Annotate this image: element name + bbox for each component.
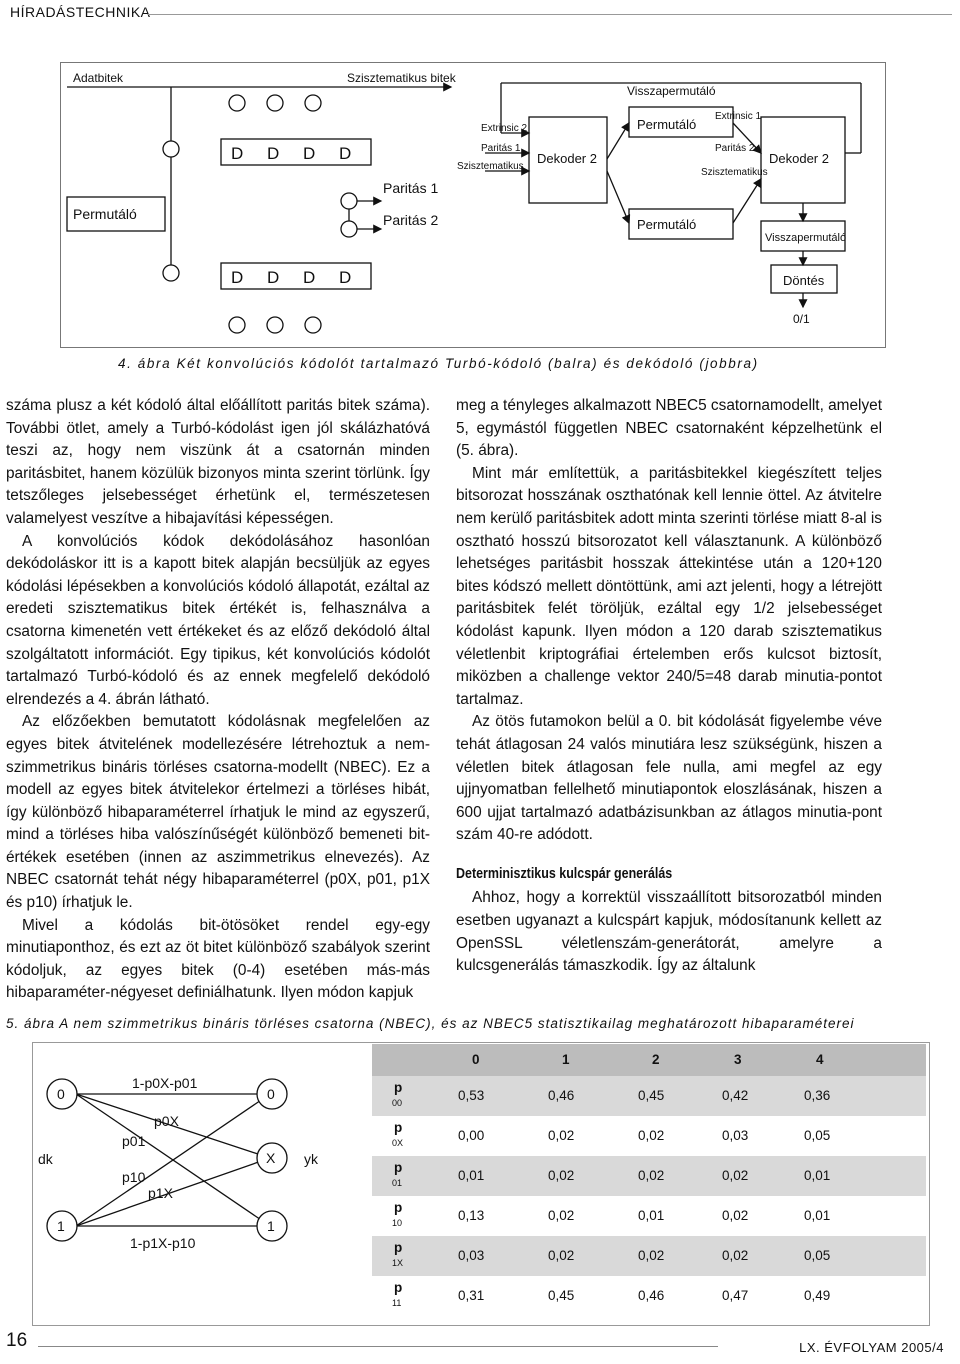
table-row — [372, 1076, 926, 1116]
d-cell: D — [339, 268, 352, 287]
row-label-sub: 1X — [392, 1258, 404, 1268]
row-label: p — [394, 1080, 403, 1095]
row-label: p — [394, 1120, 403, 1135]
table-header — [372, 1044, 926, 1076]
page-number: 16 — [6, 1330, 28, 1351]
table-cell: 0,00 — [458, 1128, 485, 1143]
table-cell: 0,02 — [548, 1168, 575, 1183]
visszapermutalo-top-label: Visszapermutáló — [627, 84, 716, 98]
table-cell: 0,02 — [548, 1248, 575, 1263]
table-cell: 0,47 — [722, 1288, 749, 1303]
table-cell: 0,46 — [638, 1288, 665, 1303]
journal-title: HÍRADÁSTECHNIKA — [10, 4, 151, 20]
d-cell: D — [267, 144, 280, 163]
paritas2-dec-label: Paritás 2 — [715, 143, 755, 154]
d-cell: D — [339, 144, 352, 163]
node-0-right: 0 — [267, 1086, 275, 1102]
paragraph: Az ötös futamokon belül a 0. bit kódolását figyelembe véve tehát átlagosan 24 valós minutiára lesz szükségünk, hiszen a véletlen bitek átlagosan fele nulla, ami megfel az egy ujjnyomatban fellelhető minutiapontok eloszlásának, hiszen a 600 ujjat tartalmazó adatbázisunkban az átlagos minutia-pont szám 40-re adódott. — [456, 713, 882, 844]
table-cell: 0,03 — [458, 1248, 485, 1263]
szisztematikus2-label: Szisztematikus — [701, 167, 768, 178]
column-header: 4 — [816, 1052, 824, 1067]
row-label-sub: 01 — [392, 1178, 403, 1188]
hibaparameter-table — [372, 1044, 926, 1316]
table-cell: 0,01 — [638, 1208, 665, 1223]
d-cell: D — [231, 268, 244, 287]
d-cell: D — [231, 144, 244, 163]
table-cell: 0,02 — [722, 1168, 749, 1183]
footer-rule — [38, 1346, 718, 1347]
table-cell: 0,03 — [722, 1128, 749, 1143]
row-label-sub: 11 — [392, 1298, 402, 1308]
edge-label: p10 — [122, 1169, 146, 1185]
paragraph: meg a tényleges alkalmazott NBEC5 csatornamodellt, amelyet 5, egymástól független NBEC csatornaként képzelhetünk el (5. ábra). — [456, 397, 883, 460]
yk-label: yk — [304, 1151, 318, 1167]
table-cell: 0,46 — [548, 1088, 575, 1103]
table-row — [372, 1276, 926, 1316]
edge-label: p01 — [122, 1133, 146, 1149]
permutalo-mid-label: Permutáló — [637, 217, 697, 232]
row-label: p — [394, 1200, 403, 1215]
edge-label: p0X — [154, 1113, 179, 1129]
table-cell: 0,53 — [458, 1088, 485, 1103]
dekoder2b-label: Dekoder 2 — [769, 151, 829, 166]
table-cell: 0,02 — [722, 1248, 749, 1263]
dontes-label: Döntés — [783, 273, 825, 288]
paragraph: A konvolúciós kódok dekódolásához hasonlóan dekódoláskor itt is a kapott bitek alapján becsüljük az egyes kódolási lépésekben a konvolúciós kódoló állapotát, ezáltal az eredeti szisztematikus bitek értékét is, felhasználva a csatorna kimenetén vett értékeket és az előző dekódoló által szolgáltatott információt. Egy tipikus, két konvolúciós kódolót tartalmazó Turbó-kódoló és az ennek megfelelő dekódoló elrendezés a 4. ábrán látható. — [6, 532, 430, 708]
left-column — [6, 395, 430, 1005]
d-cell: D — [303, 268, 316, 287]
issue-label: LX. ÉVFOLYAM 2005/4 — [799, 1340, 944, 1355]
node-1-right: 1 — [267, 1218, 275, 1234]
table-cell: 0,02 — [638, 1128, 665, 1143]
column-header: 3 — [734, 1052, 742, 1067]
row-label: p — [394, 1160, 403, 1175]
extrinsic2-label: Extrinsic 2 — [481, 123, 528, 134]
running-header — [0, 0, 960, 30]
column-header: 2 — [652, 1052, 660, 1067]
row-label: p — [394, 1280, 403, 1295]
row-label-sub: 0X — [392, 1138, 404, 1148]
table-cell: 0,05 — [804, 1128, 831, 1143]
table-row — [372, 1196, 926, 1236]
row-label: p — [394, 1240, 403, 1255]
table-cell: 0,31 — [458, 1288, 485, 1303]
column-header: 0 — [472, 1052, 480, 1067]
table-cell: 0,42 — [722, 1088, 749, 1103]
node-1-left: 1 — [57, 1218, 65, 1234]
permutalo-top-label: Permutáló — [637, 117, 697, 132]
paragraph: Ahhoz, hogy a korrektül visszaállított bitsorozatból minden esetben ugyanazt a kulcspárt kapjuk, módosítanunk kellett az OpenSSL véletlenszám-generátorát, amelyre a kulcsgenerálás támaszkodik. Így az általunk — [456, 889, 882, 975]
node-0-left: 0 — [57, 1086, 65, 1102]
paragraph: Mint már említettük, a paritásbitekkel kiegészített teljes bitsorozat hosszának oszthatónak kell lennie öttel. Az átvitelre nem kerülő paritásbitek adott minta szerinti törlése miatt 8-al is osztható hosszú bitsorozatot kell választanunk. A különböző lehetséges paritásbit hosszak áttekintése után a 120+120 bites kódszó mellett döntöttünk, ami azt jelenti, hogy a létrejött paritásbitek felét töröljük, ezáltal egy 1/2 jelsebességet kódolást kapunk. Ilyen módon a 120 darab szisztematikus véletlenbit kriptográfiai értelemben erős kulcsot biztosít, miközben a challenge vektor 240/5=48 darab minutia-pontot tartalmaz. — [456, 464, 882, 708]
d-cell: D — [267, 268, 280, 287]
table-cell: 0,36 — [804, 1088, 831, 1103]
table-cell: 0,02 — [638, 1248, 665, 1263]
figure-5-caption: 5. ábra A nem szimmetrikus bináris törléses csatorna (NBEC), és az NBEC5 statisztikailag meghatározott hibaparaméterei — [6, 1016, 855, 1031]
paritas2-label: Paritás 2 — [383, 212, 439, 228]
table-cell: 0,49 — [804, 1288, 831, 1303]
edge-label: 1-p0X-p01 — [132, 1075, 198, 1091]
table-cell: 0,02 — [548, 1128, 575, 1143]
extrinsic1-label: Extrinsic 1 — [715, 111, 762, 122]
table-cell: 0,13 — [458, 1208, 485, 1223]
figure-4 — [60, 62, 886, 348]
dekoder2a-label: Dekoder 2 — [537, 151, 597, 166]
szisztematikus1-label: Szisztematikus — [457, 161, 524, 172]
table-row — [372, 1156, 926, 1196]
row-label-sub: 10 — [392, 1218, 403, 1228]
d-cell: D — [303, 144, 316, 163]
paragraph: száma plusz a két kódoló által előállított paritás bitek száma). További ötlet, amely a Turbó-kódolást igen jól skálázhatóvá teszi az, hogy nem viszünk át a csatornán minden paritásbitet, hanem közülük bizonyos minta szerint törlünk. Így tetszőleges jelsebességet érhetünk el, természetesen valamelyest veszítve a hibajavítási képességen. — [6, 397, 430, 527]
szisztematikus-label: Szisztematikus bitek — [347, 71, 456, 85]
table-row — [372, 1236, 926, 1276]
edge-label: 1-p1X-p10 — [130, 1235, 196, 1251]
paritas1-dec-label: Paritás 1 — [481, 143, 521, 154]
table-row — [372, 1116, 926, 1156]
table-cell: 0,02 — [638, 1168, 665, 1183]
node-x-right: X — [266, 1150, 276, 1166]
paragraph: Mivel a kódolás bit-ötösöket rendel egy-egy minutiaponthoz, és ezt az öt bitet különböző szabályok szerint kódoljuk, az egyes bitek (0-4) esetében más-más hibaparaméter-négyeset definiálhatunk. Ilyen módon kapjuk — [6, 916, 430, 1002]
edge-label: p1X — [148, 1185, 173, 1201]
table-cell: 0,45 — [548, 1288, 575, 1303]
table-cell: 0,05 — [804, 1248, 831, 1263]
visszapermutalo-label: Visszapermutáló — [765, 232, 847, 244]
table-cell: 0,01 — [458, 1168, 485, 1183]
paritas1-label: Paritás 1 — [383, 180, 439, 196]
permutalo-enc-label: Permutáló — [73, 206, 137, 222]
adatbitek-label: Adatbitek — [73, 71, 124, 85]
section-heading: Determinisztikus kulcspár generálás — [456, 865, 673, 882]
dk-label: dk — [38, 1151, 53, 1167]
table-cell: 0,02 — [548, 1208, 575, 1223]
table-cell: 0,01 — [804, 1208, 831, 1223]
output-label: 0/1 — [793, 312, 810, 326]
table-cell: 0,01 — [804, 1168, 831, 1183]
row-label-sub: 00 — [392, 1098, 403, 1108]
column-header: 1 — [562, 1052, 570, 1067]
header-rule — [148, 14, 952, 15]
paragraph: Az előzőekben bemutatott kódolásnak megfelelően az egyes bitek átvitelének modellezésére létrehoztuk a nem-szimmetrikus bináris törléses csatorna-modellt (NBEC). Ez a modell az egyes bitek átvitelekor értelmezi a törléses hibát, így különböző hibaparaméterrel írhatjuk le mind az egyszerű, mind a törléses hiba valószínűségét különböző bemeneti bit-értékek esetében (innen az aszimmetrikus elnevezés). Az NBEC csatornát tehát négy hibaparaméterrel (p0X, p01, p1X és p10) írhatjuk le. — [6, 713, 430, 912]
table-cell: 0,02 — [722, 1208, 749, 1223]
turbo-codec-diagram — [61, 63, 885, 347]
figure-4-caption: 4. ábra Két konvolúciós kódolót tartalmazó Turbó-kódoló (balra) és dekódoló (jobbra) — [118, 356, 759, 371]
right-column — [456, 395, 882, 978]
table-cell: 0,45 — [638, 1088, 665, 1103]
nbec-channel-diagram — [32, 1042, 372, 1324]
